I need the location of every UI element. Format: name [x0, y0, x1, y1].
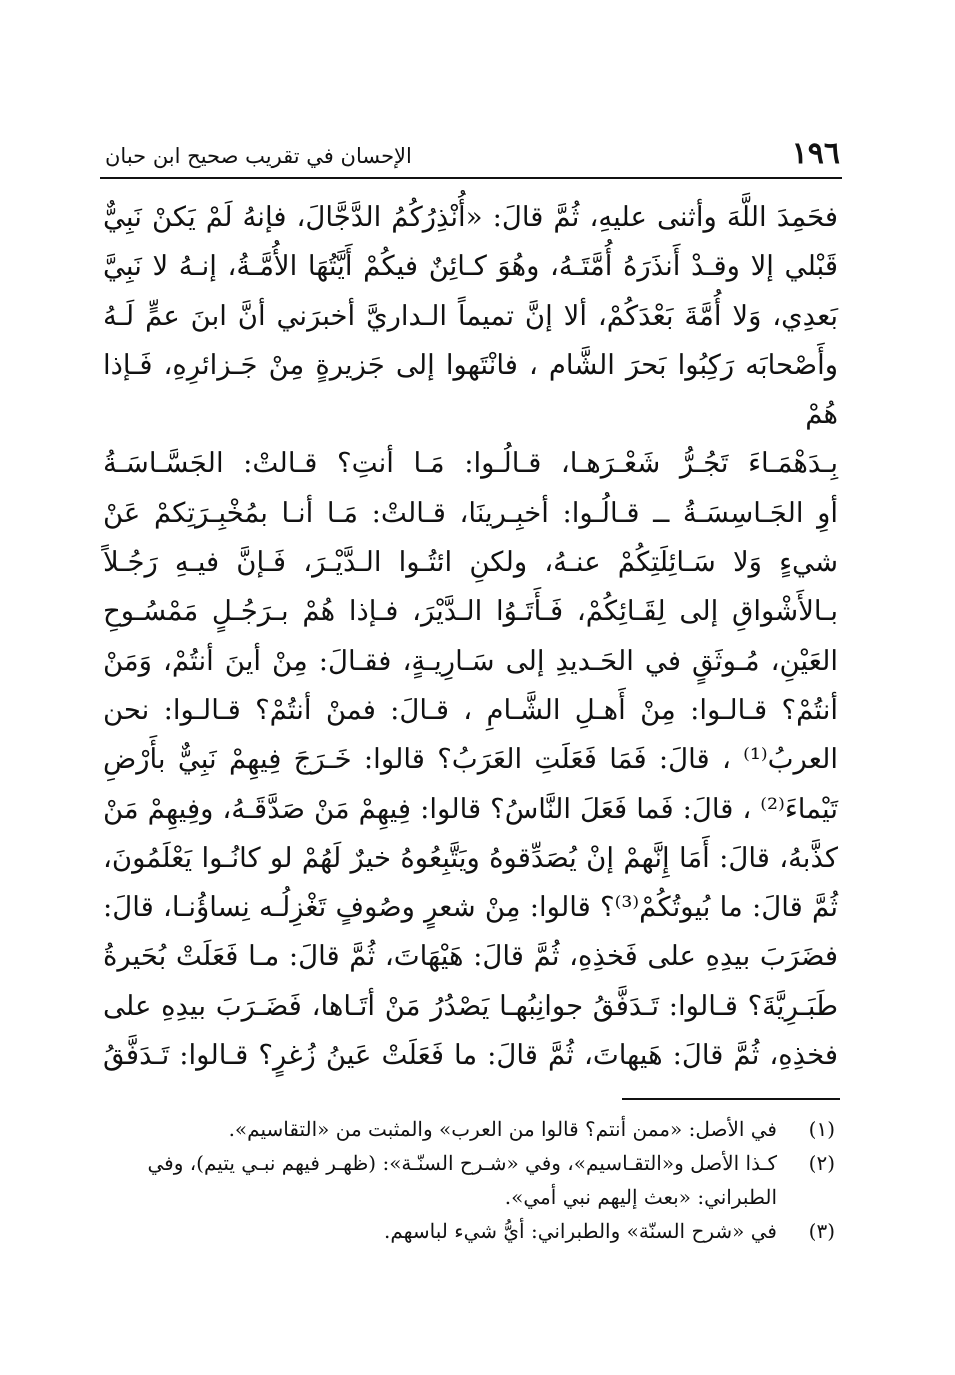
text-line: فضَرَبَ بيدِهِ على فَخذِهِ، ثُمَّ قالَ: هَيْهَاتَ، ثُمَّ قالَ: مـا فَعَلَتْ بُحَيرةُ: [103, 940, 838, 973]
footnote-text: [120, 1214, 777, 1248]
text-line: طَبَـرِيَّةَ؟ قـالوا: تَـدَفَّقُ جوانِبُهـا يَصْدُرُ مَنْ أتَـاها، فَضَـرَبَ بيدِهِ على: [103, 989, 838, 1022]
footnote-text: [120, 1146, 777, 1214]
main-text: [103, 193, 838, 1080]
footnote-number: (٢): [808, 1151, 835, 1175]
text-line: فخذِهِ، ثُمَّ قالَ: هَيهاتَ، ثُمَّ قالَ: ما فَعَلَتْ عَينُ زُغرٍ؟ قـالوا: تَـدَفَّقُ: [103, 1039, 838, 1072]
text-line: أوِ الجَـاسِسَـةُ ــ قـالُـوا: أخبِـرينَا، قـالتْ: مَـا أنـا بمُخْبِـرَتِكمْ عَنْ: [103, 496, 838, 529]
text-line: شيءٍ وَلا سَـائِلَتِكُمْ عنـهُ، ولكنِ ائتُـوا الـدَّيْـرَ، فَـإنَّ فيـهِ رَجُـلاً: [103, 546, 838, 579]
text-line: بِـدَهْمَـاءَ تَجُـرُّ شَعْـرَهـا، قـالُـوا: مَـا أنتِ؟ قـالتْ: الجَسَّـاسَـةُ: [103, 447, 838, 480]
footnote-number: (١): [808, 1117, 835, 1141]
text-line: أنتُمْ؟ قـالـوا: مِنْ أَهـلِ الشَّـامِ ، قـالَ: فمنْ أنتُمْ؟ قـالـوا: نحن: [103, 693, 838, 726]
text-line: بَعدِي، وَلا أُمَّةَ بَعْدَكُمْ، ألا إنَّ تميماً الـداريَّ أخبرَني أنَّ ابنَ عمٍّ لَـهُ: [103, 299, 838, 332]
page-number: ١٩٦: [791, 136, 840, 171]
text-line: كذَّبهُ، قالَ: أَمَا إِنَّهمْ إنْ يُصَدِّقوهُ ويَتَّبِعُوهُ خيرٌ لَهُمْ لو كانُـوا يَعْلَمُونَ،: [103, 841, 838, 874]
footnote-line: في «شرح السنّة» والطبراني: أيُّ شيء لباسهم.: [383, 1219, 777, 1243]
footnote-3: [120, 1214, 835, 1248]
footnote-text: [120, 1112, 777, 1146]
text-line: بـالأَشْواقِ إلى لِقَـائِكُمْ، فَـأَتَـوُا الـدَّيْرَ، فـإذا هُمْ بـرَجُـلٍ مَمْسُـوحِ: [103, 595, 838, 628]
text-line: العَيْنِ، مُـوثَقٍ في الحَـديدِ إلى سَـارِيـةٍ، فقـالَ: مِنْ أينَ أنتُمْ، وَمَنْ: [103, 644, 838, 677]
text-line: العربُ⁽¹⁾ ، قالَ: فَمَا فَعَلَتِ العَرَبُ؟ قالوا: خَـرَجَ فِيهِمْ نَبِيٌّ بأَرْضِ: [103, 743, 838, 776]
footnote-line: الطبراني: «بعث إليهم نبي أمي».: [504, 1185, 777, 1209]
header-rule: [100, 177, 842, 179]
text-line: فحَمِدَ اللَّهَ وأثنى عليهِ، ثُمَّ قالَ: «أُنْذِرُكُمُ الدَّجَّالَ، فإنهُ لَمْ يَكنْ نَبِيٌّ: [103, 201, 838, 233]
page-header: [105, 132, 840, 172]
footnotes: [120, 1112, 835, 1248]
footnote-line: كـذا الأصل و«التقـاسيم»، وفي «شـرح السنّـة»: (ظهـر فيهم نبـي يتيم)، وفي: [147, 1151, 777, 1175]
text-line: وأَصْحابَه رَكِبُوا بَحرَ الشَّام ، فانْتَهوا إلى جَزيرةٍ مِنْ جَـزائرِهِ، فَـإذا هُمْ: [103, 348, 838, 431]
running-title: الإحسان في تقريب صحيح ابن حبان: [105, 144, 412, 168]
text-line: قَبْلي إلا وقـدْ أَنذَرَهُ أُمَّتَـهُ، وهُوَ كـائِنٌ فيكُمْ أَيَّتُهَا الأُمَّـةُ، إنـهُ لا نَبِيَّ: [103, 250, 838, 283]
footnote-line: في الأصل: «ممن أنتم؟ قالوا من العرب» والمثبت من «التقاسيم».: [228, 1117, 777, 1141]
footnote-rule: [622, 1098, 840, 1100]
footnote-number: (٣): [808, 1219, 835, 1243]
text-line: ثُمَّ قالَ: ما بُيوتُكُمْ⁽³⁾؟ قالوا: مِنْ شعرٍ وصُوفٍ تَغْزِلُـه نِساؤُنـا، قالَ:: [103, 891, 838, 924]
footnote-1: [120, 1112, 835, 1146]
footnote-2: [120, 1146, 835, 1214]
text-line: تَيْماءَ⁽²⁾ ، قالَ: فَما فَعَلَ النَّاسُ؟ قالوا: فِيهِمْ مَنْ صَدَّقَـهُ، وفِيهِمْ مَنْ: [103, 792, 838, 825]
